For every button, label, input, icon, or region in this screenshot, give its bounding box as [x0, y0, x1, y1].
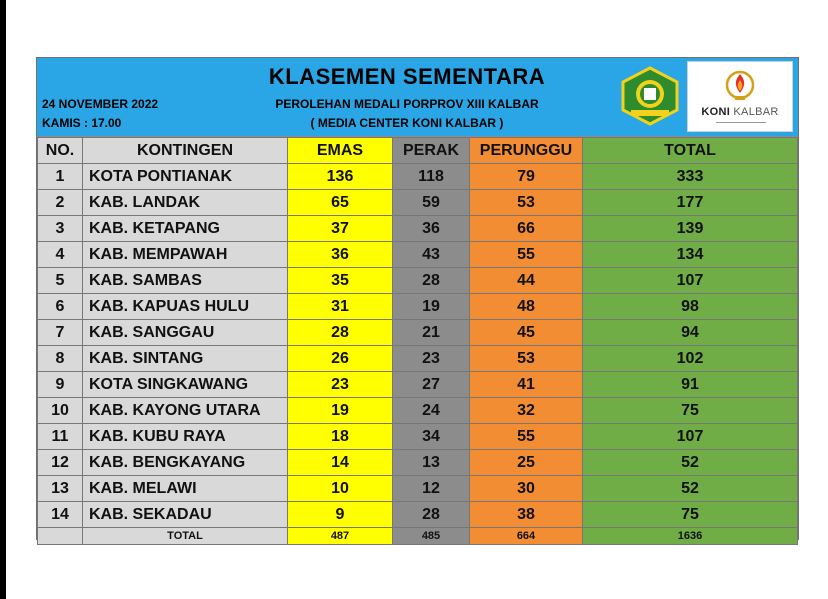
- gold-count-cell: 31: [288, 294, 393, 320]
- table-row: [38, 502, 798, 528]
- rank-cell: 2: [38, 190, 83, 216]
- totals-bronze: 664: [470, 528, 583, 545]
- col-header-silver: PERAK: [393, 138, 470, 164]
- bronze-count-cell: 66: [470, 216, 583, 242]
- contingent-name-cell: KOTA PONTIANAK: [83, 164, 288, 190]
- bronze-count-cell: 44: [470, 268, 583, 294]
- bronze-count-cell: 53: [470, 190, 583, 216]
- koni-kalbar-logo: [687, 61, 793, 132]
- total-count-cell: 75: [583, 398, 798, 424]
- contingent-name-cell: KAB. BENGKAYANG: [83, 450, 288, 476]
- col-header-total: TOTAL: [583, 138, 798, 164]
- bronze-count-cell: 32: [470, 398, 583, 424]
- bronze-count-cell: 30: [470, 476, 583, 502]
- contingent-name-cell: KAB. KUBU RAYA: [83, 424, 288, 450]
- gold-count-cell: 35: [288, 268, 393, 294]
- rank-cell: 3: [38, 216, 83, 242]
- col-header-bronze: PERUNGGU: [470, 138, 583, 164]
- silver-count-cell: 27: [393, 372, 470, 398]
- rank-cell: 6: [38, 294, 83, 320]
- silver-count-cell: 24: [393, 398, 470, 424]
- porprov-emblem-icon: [619, 66, 681, 126]
- window-edge: [0, 0, 6, 599]
- page-title: KLASEMEN SEMENTARA: [268, 64, 546, 89]
- rank-cell: 7: [38, 320, 83, 346]
- rank-cell: 8: [38, 346, 83, 372]
- contingent-name-cell: KAB. KAPUAS HULU: [83, 294, 288, 320]
- table-row: [38, 398, 798, 424]
- total-count-cell: 333: [583, 164, 798, 190]
- rank-cell: 1: [38, 164, 83, 190]
- table-row: [38, 450, 798, 476]
- table-body: [38, 164, 798, 528]
- total-count-cell: 94: [583, 320, 798, 346]
- rank-cell: 4: [38, 242, 83, 268]
- contingent-name-cell: KAB. SEKADAU: [83, 502, 288, 528]
- silver-count-cell: 21: [393, 320, 470, 346]
- totals-total: 1636: [583, 528, 798, 545]
- gold-count-cell: 36: [288, 242, 393, 268]
- contingent-name-cell: KAB. SINTANG: [83, 346, 288, 372]
- col-header-no: NO.: [38, 138, 83, 164]
- silver-count-cell: 28: [393, 502, 470, 528]
- table-row: [38, 346, 798, 372]
- total-count-cell: 52: [583, 476, 798, 502]
- contingent-name-cell: KAB. LANDAK: [83, 190, 288, 216]
- table-row: [38, 320, 798, 346]
- logo-underline: [716, 122, 766, 123]
- total-count-cell: 139: [583, 216, 798, 242]
- bronze-count-cell: 53: [470, 346, 583, 372]
- table-row: [38, 216, 798, 242]
- col-header-name: KONTINGEN: [83, 138, 288, 164]
- table-header-row: [38, 138, 798, 164]
- silver-count-cell: 28: [393, 268, 470, 294]
- gold-count-cell: 23: [288, 372, 393, 398]
- gold-count-cell: 136: [288, 164, 393, 190]
- silver-count-cell: 34: [393, 424, 470, 450]
- rank-cell: 13: [38, 476, 83, 502]
- table-row: [38, 190, 798, 216]
- silver-count-cell: 36: [393, 216, 470, 242]
- totals-row: [38, 528, 798, 545]
- total-count-cell: 52: [583, 450, 798, 476]
- contingent-name-cell: KAB. SANGGAU: [83, 320, 288, 346]
- totals-no-cell: [38, 528, 83, 545]
- silver-count-cell: 43: [393, 242, 470, 268]
- sheet-header: [37, 58, 798, 136]
- table-row: [38, 164, 798, 190]
- total-count-cell: 91: [583, 372, 798, 398]
- gold-count-cell: 14: [288, 450, 393, 476]
- page-subtitle: PEROLEHAN MEDALI PORPROV XIII KALBAR: [275, 97, 539, 111]
- standings-sheet: [36, 57, 799, 540]
- totals-label: TOTAL: [83, 528, 288, 545]
- rank-cell: 10: [38, 398, 83, 424]
- silver-count-cell: 59: [393, 190, 470, 216]
- koni-flame-icon: [725, 66, 755, 104]
- gold-count-cell: 28: [288, 320, 393, 346]
- page-subtitle-media: ( MEDIA CENTER KONI KALBAR ): [310, 116, 504, 130]
- gold-count-cell: 65: [288, 190, 393, 216]
- gold-count-cell: 9: [288, 502, 393, 528]
- gold-count-cell: 10: [288, 476, 393, 502]
- silver-count-cell: 118: [393, 164, 470, 190]
- bronze-count-cell: 38: [470, 502, 583, 528]
- total-count-cell: 177: [583, 190, 798, 216]
- medal-table: [37, 137, 798, 545]
- bronze-count-cell: 48: [470, 294, 583, 320]
- table-row: [38, 268, 798, 294]
- contingent-name-cell: KOTA SINGKAWANG: [83, 372, 288, 398]
- col-header-gold: EMAS: [288, 138, 393, 164]
- silver-count-cell: 19: [393, 294, 470, 320]
- bronze-count-cell: 25: [470, 450, 583, 476]
- rank-cell: 12: [38, 450, 83, 476]
- table-row: [38, 372, 798, 398]
- rank-cell: 5: [38, 268, 83, 294]
- contingent-name-cell: KAB. SAMBAS: [83, 268, 288, 294]
- bronze-count-cell: 41: [470, 372, 583, 398]
- rank-cell: 14: [38, 502, 83, 528]
- report-date: 24 NOVEMBER 2022: [42, 97, 159, 111]
- table-row: [38, 476, 798, 502]
- bronze-count-cell: 79: [470, 164, 583, 190]
- contingent-name-cell: KAB. KAYONG UTARA: [83, 398, 288, 424]
- totals-gold: 487: [288, 528, 393, 545]
- contingent-name-cell: KAB. MEMPAWAH: [83, 242, 288, 268]
- bronze-count-cell: 45: [470, 320, 583, 346]
- rank-cell: 11: [38, 424, 83, 450]
- silver-count-cell: 23: [393, 346, 470, 372]
- contingent-name-cell: KAB. MELAWI: [83, 476, 288, 502]
- table-row: [38, 294, 798, 320]
- bronze-count-cell: 55: [470, 424, 583, 450]
- total-count-cell: 107: [583, 424, 798, 450]
- gold-count-cell: 18: [288, 424, 393, 450]
- total-count-cell: 98: [583, 294, 798, 320]
- report-time: KAMIS : 17.00: [42, 116, 122, 130]
- totals-silver: 485: [393, 528, 470, 545]
- table-row: [38, 242, 798, 268]
- contingent-name-cell: KAB. KETAPANG: [83, 216, 288, 242]
- rank-cell: 9: [38, 372, 83, 398]
- total-count-cell: 134: [583, 242, 798, 268]
- koni-kalbar-label: KONI KALBAR: [701, 106, 779, 118]
- gold-count-cell: 26: [288, 346, 393, 372]
- total-count-cell: 102: [583, 346, 798, 372]
- silver-count-cell: 13: [393, 450, 470, 476]
- gold-count-cell: 37: [288, 216, 393, 242]
- table-row: [38, 424, 798, 450]
- total-count-cell: 75: [583, 502, 798, 528]
- gold-count-cell: 19: [288, 398, 393, 424]
- silver-count-cell: 12: [393, 476, 470, 502]
- total-count-cell: 107: [583, 268, 798, 294]
- bronze-count-cell: 55: [470, 242, 583, 268]
